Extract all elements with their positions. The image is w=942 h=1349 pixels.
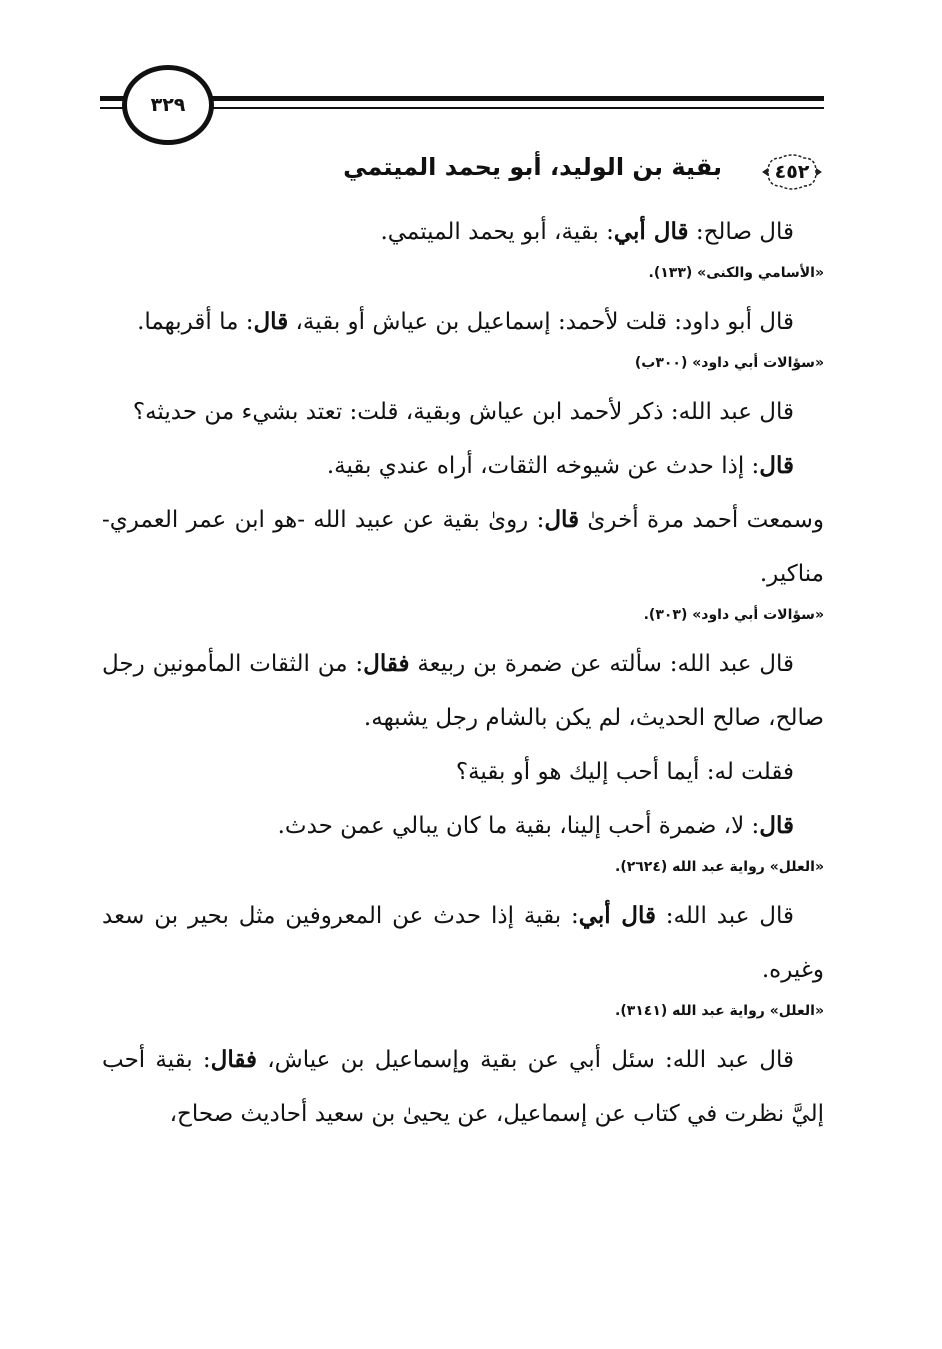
source-citation: «الأسامي والكنى» (١٣٣).	[648, 265, 824, 281]
text-run: قال صالح:	[688, 219, 794, 245]
text-run: : روىٰ بقية عن عبيد الله -هو ابن عمر العمري- مناكير.	[102, 507, 824, 587]
text-run: : بقية أحب إليَّ نظرت في كتاب عن إسماعيل، عن يحيىٰ بن سعيد أحاديث صحاح،	[102, 1047, 824, 1127]
text-paragraph	[102, 295, 824, 349]
text-paragraph	[102, 439, 824, 493]
page-number-badge	[122, 65, 214, 145]
text-run: وسمعت أحمد مرة أخرىٰ	[579, 507, 824, 533]
bold-run: فقال	[363, 650, 410, 677]
source-citation: «العلل» رواية عبد الله (٣١٤١).	[615, 1003, 824, 1019]
text-run: قال عبد الله: سألته عن ضمرة بن ربيعة	[409, 651, 794, 677]
text-run: قال أبو داود: قلت لأحمد: إسماعيل بن عياش أو بقية،	[288, 309, 794, 335]
source-citation: «سؤالات أبي داود» (٣٠٠ب)	[634, 355, 824, 371]
entry-number: ٤٥٢	[774, 161, 810, 183]
bold-run: قال أبي	[578, 902, 656, 929]
text-paragraph	[102, 493, 824, 601]
text-paragraph	[102, 889, 824, 997]
text-run: : ما أقربهما.	[137, 309, 254, 335]
bold-run: قال	[544, 506, 580, 533]
source-citation: «سؤالات أبي داود» (٣٠٣).	[643, 607, 824, 623]
text-run: : إذا حدث عن شيوخه الثقات، أراه عندي بقية.	[326, 453, 760, 479]
text-run: قال عبد الله:	[655, 903, 795, 929]
text-paragraph	[102, 799, 824, 853]
text-run: : بقية، أبو يحمد الميتمي.	[380, 219, 614, 245]
page-body	[102, 205, 824, 1141]
entry-title: بقية بن الوليد، أبو يحمد الميتمي	[343, 153, 722, 181]
text-paragraph	[102, 1033, 824, 1141]
bold-run: قال أبي	[613, 218, 689, 245]
entry-number-ornament	[760, 152, 824, 192]
bold-run: قال	[759, 812, 794, 839]
text-paragraph	[102, 637, 824, 745]
bold-run: قال	[759, 452, 794, 479]
text-paragraph	[102, 205, 824, 259]
source-citation: «العلل» رواية عبد الله (٢٦٢٤).	[615, 859, 824, 875]
text-paragraph	[102, 745, 824, 799]
text-paragraph	[102, 385, 824, 439]
text-run: فقلت له: أيما أحب إليك هو أو بقية؟	[455, 759, 794, 785]
page-number: ٣٢٩	[150, 94, 186, 116]
text-run: : لا، ضمرة أحب إلينا، بقية ما كان يبالي عمن حدث.	[277, 813, 760, 839]
text-run: قال عبد الله: ذكر لأحمد ابن عياش وبقية، قلت: تعتد بشيء من حديثه؟	[132, 399, 794, 425]
text-run: : بقية إذا حدث عن المعروفين مثل بحير بن سعد وغيره.	[102, 903, 824, 983]
text-run: : من الثقات المأمونين رجل صالح، صالح الحديث، لم يكن بالشام رجل يشبهه.	[102, 651, 824, 731]
bold-run: قال	[253, 308, 289, 335]
text-run: قال عبد الله: سئل أبي عن بقية وإسماعيل بن عياش،	[257, 1047, 794, 1073]
bold-run: فقال	[210, 1046, 258, 1073]
